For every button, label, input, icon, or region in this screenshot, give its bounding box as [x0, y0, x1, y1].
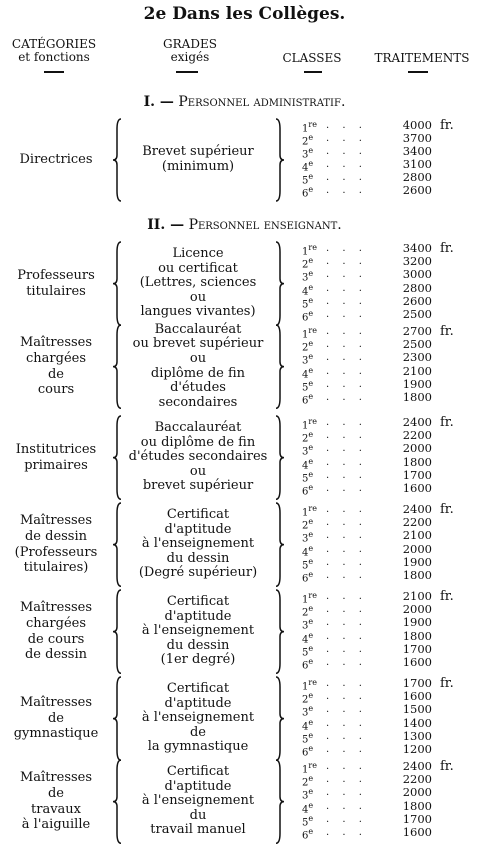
salary-value: 2800	[402, 170, 432, 184]
category-label: Maîtresses de dessin (Professeurs titulaires)	[14, 513, 98, 576]
section-title: Personnel enseignant.	[188, 217, 342, 233]
salary-value: 2400	[402, 502, 432, 516]
salary-value: 1600	[402, 689, 432, 704]
leader-dots: . . .	[326, 469, 367, 481]
class-suffix: e	[308, 570, 314, 579]
category-label: Professeurs titulaires	[17, 268, 95, 299]
class-suffix: e	[308, 774, 314, 784]
class-suffix: e	[308, 456, 314, 466]
class-number: 1	[302, 420, 309, 432]
class-number: 4	[302, 803, 309, 815]
section-number: I. —	[143, 94, 174, 110]
class-suffix: re	[308, 243, 317, 252]
leader-dots: . . .	[326, 133, 367, 144]
salary-value: 2300	[402, 350, 432, 365]
salary-value: 2400	[402, 759, 432, 773]
header-underline	[304, 71, 322, 73]
header-grades: GRADES exigés	[163, 37, 217, 65]
grade-brace-left	[113, 677, 121, 760]
class-suffix: e	[308, 543, 314, 553]
currency-label: fr.	[440, 118, 454, 133]
class-number: 5	[302, 299, 309, 311]
class-number: 2	[302, 694, 309, 706]
class-number: 5	[302, 175, 309, 187]
class-suffix: e	[308, 185, 314, 194]
class-suffix: re	[308, 120, 317, 129]
leader-dots: . . .	[326, 417, 367, 428]
class-label	[302, 745, 313, 758]
class-suffix: e	[308, 378, 314, 388]
leader-dots: . . .	[326, 787, 367, 799]
grade-brace-left	[113, 503, 121, 586]
salary-value: 2500	[402, 337, 432, 352]
section-number: II. —	[147, 217, 185, 233]
leader-dots: . . .	[326, 282, 367, 294]
grade-brace-right	[276, 325, 284, 408]
currency-label: fr.	[440, 589, 454, 604]
leader-dots: . . .	[326, 443, 367, 455]
salary-value: 1700	[402, 467, 432, 482]
salary-value: 1800	[402, 568, 432, 582]
salary-value: 1800	[402, 628, 432, 643]
leader-dots: . . .	[326, 643, 367, 655]
leader-dots: . . .	[326, 691, 367, 703]
class-number: 5	[302, 734, 309, 746]
grade-text: Baccalauréat ou brevet supérieur ou diplôme de fin d'études secondaires	[132, 321, 264, 410]
class-label	[302, 484, 313, 497]
leader-dots: . . .	[326, 295, 367, 307]
class-suffix: e	[308, 483, 314, 492]
salary-value: 1700	[402, 676, 432, 690]
salary-value: 3100	[402, 157, 432, 171]
currency-label: fr.	[440, 241, 454, 256]
class-number: 6	[302, 830, 309, 842]
salary-value: 2600	[402, 293, 432, 308]
leader-dots: . . .	[326, 243, 367, 254]
class-label	[302, 186, 313, 199]
salary-value: 2000	[402, 441, 432, 456]
header-underline	[176, 71, 198, 73]
salary-value: 2000	[402, 785, 432, 800]
leader-dots: . . .	[326, 800, 367, 812]
grade-brace-right	[276, 242, 284, 325]
class-suffix: e	[308, 787, 314, 797]
class-number: 3	[302, 533, 309, 545]
salary-value: 1600	[402, 481, 432, 495]
class-number: 2	[302, 520, 309, 532]
grade-brace-right	[276, 677, 284, 760]
leader-dots: . . .	[326, 256, 367, 268]
class-number: 4	[302, 546, 309, 558]
salary-value: 2600	[402, 183, 432, 197]
salary-value: 1900	[402, 615, 432, 630]
class-number: 5	[302, 817, 309, 829]
class-suffix: re	[308, 417, 317, 426]
class-suffix: e	[308, 517, 314, 527]
class-suffix: e	[308, 146, 314, 155]
leader-dots: . . .	[326, 269, 367, 281]
salary-value: 3000	[402, 267, 432, 282]
class-label	[302, 393, 313, 406]
currency-label: fr.	[440, 502, 454, 517]
class-suffix: e	[308, 730, 314, 740]
grade-text: Certificat d'aptitude à l'enseignement de la gymnastique	[141, 681, 255, 755]
class-suffix: e	[308, 813, 314, 823]
class-suffix: e	[308, 691, 314, 701]
leader-dots: . . .	[326, 657, 367, 668]
leader-dots: . . .	[326, 365, 367, 377]
leader-dots: . . .	[326, 617, 367, 629]
leader-dots: . . .	[326, 630, 367, 642]
salary-value: 2200	[402, 428, 432, 443]
currency-label: fr.	[440, 759, 454, 774]
class-number: 1	[302, 507, 309, 519]
salary-value: 2100	[402, 589, 432, 603]
salary-value: 1800	[402, 454, 432, 469]
leader-dots: . . .	[326, 774, 367, 786]
leader-dots: . . .	[326, 813, 367, 825]
class-suffix: e	[308, 430, 314, 440]
class-number: 3	[302, 790, 309, 802]
grade-brace-right	[276, 760, 284, 843]
class-suffix: e	[308, 172, 314, 181]
class-suffix: e	[308, 704, 314, 714]
class-suffix: e	[308, 352, 314, 362]
leader-dots: . . .	[326, 530, 367, 542]
leader-dots: . . .	[326, 744, 367, 755]
class-number: 3	[302, 620, 309, 632]
class-suffix: e	[308, 339, 314, 349]
class-suffix: e	[308, 657, 314, 666]
class-number: 4	[302, 368, 309, 380]
class-number: 3	[302, 149, 309, 161]
salary-value: 1500	[402, 702, 432, 717]
class-number: 6	[302, 188, 309, 200]
currency-label: fr.	[440, 676, 454, 691]
class-number: 6	[302, 573, 309, 585]
salary-value: 3700	[402, 131, 432, 145]
leader-dots: . . .	[326, 504, 367, 515]
category-label: Maîtresses chargées de cours de dessin	[19, 600, 93, 663]
class-suffix: e	[308, 269, 314, 279]
class-number: 3	[302, 446, 309, 458]
class-suffix: e	[308, 392, 314, 401]
currency-label: fr.	[440, 324, 454, 339]
class-label	[302, 571, 313, 584]
salary-value: 2700	[402, 324, 432, 338]
page-title: 2e Dans les Collèges.	[143, 4, 346, 24]
class-label	[302, 828, 313, 841]
leader-dots: . . .	[326, 430, 367, 442]
salary-value: 2000	[402, 541, 432, 556]
leader-dots: . . .	[326, 120, 367, 131]
salary-value: 2500	[402, 307, 432, 321]
class-number: 1	[302, 123, 309, 135]
grade-brace-right	[276, 503, 284, 586]
leader-dots: . . .	[326, 172, 367, 183]
header-underline	[408, 71, 428, 73]
header-traitements: TRAITEMENTS	[374, 51, 470, 65]
class-number: 6	[302, 486, 309, 498]
salary-value: 2200	[402, 515, 432, 530]
salary-value: 1700	[402, 811, 432, 826]
salary-value: 1800	[402, 798, 432, 813]
salary-value: 1200	[402, 742, 432, 756]
class-suffix: e	[308, 800, 314, 810]
class-number: 4	[302, 285, 309, 297]
leader-dots: . . .	[326, 185, 367, 196]
class-number: 3	[302, 355, 309, 367]
section-heading	[0, 218, 489, 232]
class-number: 2	[302, 342, 309, 354]
class-number: 1	[302, 681, 309, 693]
leader-dots: . . .	[326, 339, 367, 351]
currency-label: fr.	[440, 415, 454, 430]
salary-value: 3200	[402, 254, 432, 269]
leader-dots: . . .	[326, 678, 367, 689]
salary-value: 1300	[402, 728, 432, 743]
class-number: 1	[302, 329, 309, 341]
header-classes: CLASSES	[282, 51, 342, 65]
leader-dots: . . .	[326, 378, 367, 390]
salary-value: 3400	[402, 241, 432, 255]
category-label: Maîtresses de gymnastique	[13, 695, 99, 742]
class-number: 5	[302, 382, 309, 394]
class-number: 4	[302, 162, 309, 174]
section-heading	[0, 95, 489, 109]
class-number: 2	[302, 607, 309, 619]
class-suffix: e	[308, 617, 314, 627]
grade-text: Certificat d'aptitude à l'enseignement du travail manuel	[141, 764, 255, 838]
class-suffix: e	[308, 282, 314, 292]
class-number: 2	[302, 259, 309, 271]
category-label: Institutrices primaires	[15, 442, 97, 473]
section-title: Personnel administratif.	[178, 94, 346, 110]
salary-value: 1900	[402, 554, 432, 569]
class-number: 5	[302, 647, 309, 659]
class-number: 6	[302, 312, 309, 324]
leader-dots: . . .	[326, 326, 367, 337]
grade-brace-right	[276, 416, 284, 499]
grade-text: Brevet supérieur (minimum)	[142, 144, 254, 174]
leader-dots: . . .	[326, 717, 367, 729]
class-suffix: e	[308, 159, 314, 168]
class-suffix: e	[308, 530, 314, 540]
class-suffix: e	[308, 717, 314, 727]
class-suffix: e	[308, 443, 314, 453]
class-suffix: re	[308, 591, 317, 600]
class-label	[302, 310, 313, 323]
class-suffix: e	[308, 604, 314, 614]
salary-value: 1400	[402, 715, 432, 730]
class-suffix: e	[308, 133, 314, 142]
leader-dots: . . .	[326, 704, 367, 716]
class-suffix: e	[308, 469, 314, 479]
salary-value: 1800	[402, 390, 432, 404]
leader-dots: . . .	[326, 604, 367, 616]
class-suffix: e	[308, 556, 314, 566]
grade-text: Certificat d'aptitude à l'enseignement du dessin (Degré supérieur)	[138, 507, 258, 581]
header-categories: CATÉGORIES et fonctions	[11, 37, 97, 65]
grade-brace-left	[113, 119, 121, 201]
class-number: 2	[302, 777, 309, 789]
salary-value: 2400	[402, 415, 432, 429]
salary-value: 1600	[402, 655, 432, 669]
class-label	[302, 658, 313, 671]
grade-text: Baccalauréat ou diplôme de fin d'études secondaires ou brevet supérieur	[128, 420, 268, 494]
class-number: 6	[302, 747, 309, 759]
class-number: 6	[302, 395, 309, 407]
header-underline	[44, 71, 64, 73]
leader-dots: . . .	[326, 570, 367, 581]
grade-brace-left	[113, 416, 121, 499]
class-number: 5	[302, 560, 309, 572]
salary-value: 2100	[402, 363, 432, 378]
class-suffix: e	[308, 256, 314, 266]
grade-brace-left	[113, 590, 121, 673]
leader-dots: . . .	[326, 309, 367, 320]
leader-dots: . . .	[326, 543, 367, 555]
class-suffix: re	[308, 761, 317, 770]
class-number: 3	[302, 707, 309, 719]
class-number: 4	[302, 633, 309, 645]
leader-dots: . . .	[326, 730, 367, 742]
class-number: 1	[302, 764, 309, 776]
class-number: 4	[302, 459, 309, 471]
class-number: 1	[302, 594, 309, 606]
leader-dots: . . .	[326, 483, 367, 494]
salary-value: 2000	[402, 602, 432, 617]
class-suffix: re	[308, 326, 317, 335]
class-number: 2	[302, 136, 309, 148]
class-number: 5	[302, 473, 309, 485]
leader-dots: . . .	[326, 556, 367, 568]
salary-value: 2800	[402, 280, 432, 295]
salary-value: 1600	[402, 825, 432, 839]
grade-brace-left	[113, 325, 121, 408]
class-suffix: re	[308, 678, 317, 687]
grade-brace-right	[276, 590, 284, 673]
class-suffix: e	[308, 295, 314, 305]
grade-brace-left	[113, 760, 121, 843]
category-label: Directrices	[19, 152, 93, 168]
salary-value: 1700	[402, 641, 432, 656]
leader-dots: . . .	[326, 456, 367, 468]
category-label: Maîtresses de travaux à l'aiguille	[19, 770, 93, 833]
leader-dots: . . .	[326, 517, 367, 529]
leader-dots: . . .	[326, 761, 367, 772]
leader-dots: . . .	[326, 591, 367, 602]
class-suffix: e	[308, 309, 314, 318]
class-number: 2	[302, 433, 309, 445]
class-number: 4	[302, 720, 309, 732]
leader-dots: . . .	[326, 392, 367, 403]
leader-dots: . . .	[326, 352, 367, 364]
salary-value: 3400	[402, 144, 432, 158]
class-suffix: e	[308, 827, 314, 836]
class-number: 6	[302, 660, 309, 672]
grade-text: Certificat d'aptitude à l'enseignement du dessin (1er degré)	[141, 594, 255, 668]
leader-dots: . . .	[326, 159, 367, 170]
class-suffix: e	[308, 744, 314, 753]
grade-text: Licence ou certificat (Lettres, sciences ou langues vivantes)	[139, 246, 257, 320]
grade-brace-left	[113, 242, 121, 325]
leader-dots: . . .	[326, 827, 367, 838]
class-suffix: re	[308, 504, 317, 513]
class-suffix: e	[308, 643, 314, 653]
class-number: 3	[302, 272, 309, 284]
class-number: 1	[302, 246, 309, 258]
salary-value: 1900	[402, 376, 432, 391]
category-label: Maîtresses chargées de cours	[19, 335, 93, 398]
salary-value: 4000	[402, 118, 432, 132]
leader-dots: . . .	[326, 146, 367, 157]
grade-brace-right	[276, 119, 284, 201]
salary-value: 2100	[402, 528, 432, 543]
class-suffix: e	[308, 365, 314, 375]
class-suffix: e	[308, 630, 314, 640]
salary-value: 2200	[402, 772, 432, 787]
